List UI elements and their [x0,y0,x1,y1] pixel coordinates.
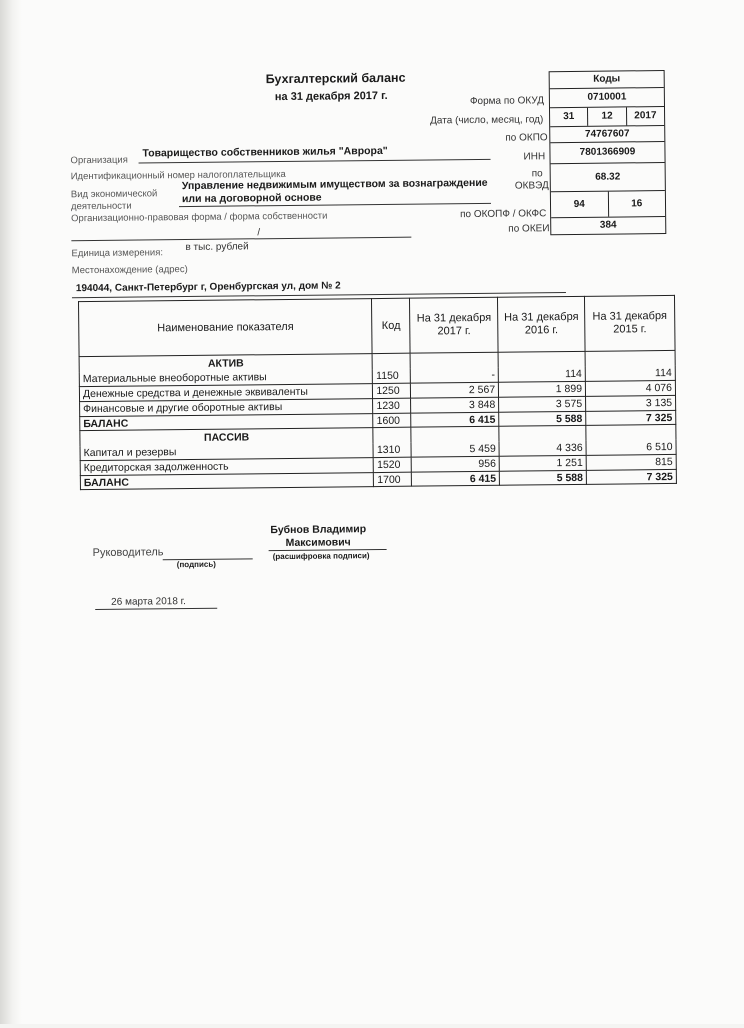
row-2017: 2 567 [411,382,499,398]
okopf-value: 94 [573,198,585,210]
org-label: Организация [70,154,128,167]
header-2015: На 31 декабря 2015 г. [585,295,675,351]
activity-label-1: Вид экономической [70,188,158,201]
okei-value: 384 [599,219,617,231]
row-2015: 815 [586,454,676,470]
org-underline [139,159,491,164]
total-name: БАЛАНС [80,473,373,490]
total-2016: 5 588 [500,470,587,485]
header-2017: На 31 декабря 2017 г. [410,297,498,353]
okud-value: 0710001 [587,91,627,103]
okved-value: 68.32 [595,171,621,183]
row-2016: 1 899 [499,381,586,397]
org-name: Товарищество собственников жилья "Аврора" [142,144,388,160]
codes-row-okud [550,88,664,108]
row-code: 1230 [373,398,411,413]
activity-label-2: деятельности [70,200,132,213]
sign-caption: (подпись) [176,559,216,570]
liabilities-title: ПАССИВ [80,428,374,447]
unit-value: в тыс. рублей [185,241,249,254]
codes-row-okved [551,163,665,192]
balance-table [78,295,677,490]
activity-value-1: Управление недвижимым имуществом за вознаграждение [181,176,488,193]
okopf-label: по ОКОПФ / ОКФС [460,208,547,221]
date-label: Дата (число, месяц, год) [430,114,544,127]
row-name: Денежные средства и денежные эквиваленты [79,384,373,402]
row-code: 1520 [374,457,412,472]
signature-date: 26 марта 2018 г. [111,596,186,608]
date-year: 2017 [626,107,665,125]
row-2017: 5 459 [411,442,499,457]
assets-title: АКТИВ [79,354,373,373]
table-header-row [79,295,676,356]
okei-label: по ОКЕИ [508,223,550,235]
total-2017: 6 415 [412,471,500,486]
total-2017: 6 415 [411,412,499,427]
row-2015: 114 [585,366,675,381]
row-2015: 3 135 [586,395,676,411]
signer-name-line2: Максимович [285,536,351,550]
row-2016: 4 336 [499,441,586,456]
codes-row-date [550,107,664,127]
codes-row-okei [551,217,665,234]
signer-name-line1: Бубнов Владимир [270,523,367,537]
row-2017: - [411,368,499,383]
codes-box [549,70,667,235]
unit-label: Единица измерения: [71,247,164,260]
okfs-value: 16 [607,191,665,217]
address-value: 194044, Санкт-Петербург г, Оренбургская ул, дом № 2 [75,280,341,295]
row-2017: 956 [411,456,499,472]
row-2017: 3 848 [411,397,499,413]
row-name: Капитал и резервы [80,443,373,461]
date-day: 31 [563,110,575,123]
inn-label: ИНН [523,151,546,163]
row-2015: 6 510 [586,440,676,455]
row-2016: 114 [498,367,585,382]
doc-subtitle: на 31 декабря 2017 г. [274,89,388,104]
codes-row-inn [550,142,664,164]
header-code: Код [372,298,411,353]
header-2016: На 31 декабря 2016 г. [498,296,585,352]
signer-role: Руководитель [92,546,164,560]
date-month: 12 [587,107,626,125]
row-name: Финансовые и другие оборотные активы [80,399,374,417]
address-label: Местонахождение (адрес) [71,264,188,277]
okud-label: Форма по ОКУД [469,95,545,108]
codes-header: Коды [550,71,664,89]
okpo-value: 74767607 [584,128,630,140]
total-name: БАЛАНС [80,414,373,431]
row-2016: 1 251 [499,455,586,471]
row-name: Материальные внеоборотные активы [79,369,372,387]
codes-row-okopf [551,191,665,218]
row-name: Кредиторская задолженность [80,458,374,476]
okved-label-2: ОКВЭД [514,180,549,192]
row-code: 1150 [373,369,411,384]
name-caption: (расшифровка подписи) [272,551,370,562]
header-name: Наименование показателя [79,299,373,357]
total-2015: 7 325 [586,410,676,425]
tin-label: Идентификационный номер налогоплательщика [70,168,286,183]
doc-title: Бухгалтерский баланс [265,70,406,87]
total-code: 1600 [373,413,411,427]
okpo-label: по ОКПО [505,132,548,144]
row-2016: 3 575 [499,396,586,412]
row-code: 1310 [373,443,411,458]
legal-form-label: Организационно-правовая форма / форма собственности [71,210,328,225]
date-underline [95,608,217,610]
legal-form-separator: / [257,227,261,239]
total-2015: 7 325 [586,469,676,484]
row-code: 1250 [373,383,411,398]
activity-value-2: или на договорной основе [181,191,322,206]
codes-row-okpo [550,126,664,143]
inn-value: 7801366909 [579,146,636,158]
total-2016: 5 588 [499,411,586,426]
row-2015: 4 076 [585,380,675,396]
okved-label-1: по [531,168,543,180]
total-code: 1700 [374,472,412,486]
